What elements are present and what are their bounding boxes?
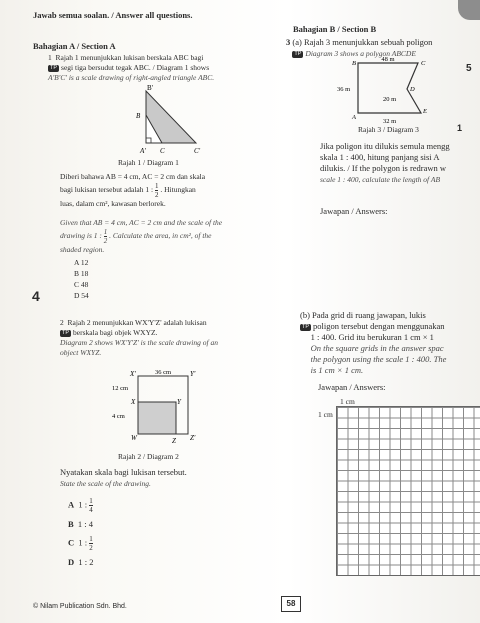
q1-given: Diberi bahawa AB = 4 cm, AC = 2 cm dan skala bagi lukisan tersebut adalah 1 : $\frac{1}{2}$ . Hitungkan luas, dalam cm², kawasan berlorek. — [60, 172, 206, 208]
page-corner-curl — [458, 0, 480, 20]
label-c: C — [160, 147, 165, 155]
q1-option-b[interactable]: B 18 — [74, 269, 89, 278]
q1-stem: 1 Rajah 1 menunjukkan lukisan berskala ABC bagi TP segi tiga bersudut tegak ABC. / Diagram 1 shows A'B'C' is a scale drawing of right-angled triangle ABC. — [48, 53, 215, 82]
publisher-credit: © Nilam Publication Sdn. Bhd. — [33, 603, 127, 610]
tp-badge: TP — [302, 323, 310, 330]
left-page-tab-number: 4 — [32, 288, 40, 304]
q2-diagram — [110, 368, 220, 448]
label-a: A — [352, 114, 356, 121]
tp-badge: TP — [294, 50, 302, 57]
grid-left-unit-label: 1 cm — [318, 410, 333, 419]
q3-top-length: 48 m — [381, 56, 395, 63]
answer-square-grid[interactable] — [336, 406, 480, 576]
q2-top-length: 36 cm — [154, 369, 172, 376]
label-x-prime: X' — [130, 370, 136, 378]
q2-left-bottom-length: 4 cm — [112, 413, 125, 420]
q3b-stem: (b) Pada grid di ruang jawapan, lukis TP poligon tersebut dengan menggunakan 1 : 400. Grid itu berukuran 1 cm × 1 On the square grids in the answer spac the polygon using the scale 1 : 400. The is 1 cm × 1 cm. — [300, 310, 447, 375]
page-instruction: Jawab semua soalan. / Answer all questions. — [33, 10, 193, 20]
label-y-prime: Y' — [190, 370, 196, 378]
q1-option-d[interactable]: D 54 — [74, 291, 89, 300]
q2-option-a-fraction: $\frac{1}{4}$ — [89, 497, 93, 514]
q1-options — [74, 257, 89, 301]
right-margin-number-1: 1 — [457, 123, 463, 133]
tp-badge: TP — [62, 329, 70, 336]
q3-polygon-diagram — [335, 53, 440, 125]
q1-given-english: Given that AB = 4 cm, AC = 2 cm and the scale of the drawing is 1 : $\frac{1}{2}$ . Calculate the area, in cm², of the shaded region. — [60, 218, 223, 254]
q2-options — [68, 497, 188, 573]
q2-option-b[interactable]: B 1 : 4 — [68, 519, 94, 529]
q2-option-a[interactable]: A 1 : $\frac{1}{4}$ — [68, 497, 93, 514]
q2-diagram-caption: Rajah 2 / Diagram 2 — [118, 452, 179, 461]
q3b-answer-label: Jawapan / Answers: — [318, 382, 386, 392]
q2-left-top-length: 12 cm — [112, 385, 129, 392]
label-x: X — [131, 398, 136, 406]
q3a-answer-label: Jawapan / Answers: — [320, 206, 388, 216]
label-w: W — [131, 434, 137, 442]
label-b: B — [352, 60, 356, 67]
label-z-prime: Z' — [190, 434, 196, 442]
q2-small-rect — [138, 402, 176, 434]
label-a-prime: A' — [140, 147, 146, 155]
label-c: C — [421, 60, 426, 67]
label-b: B — [136, 112, 141, 120]
section-b-title: Bahagian B / Section B — [293, 24, 377, 34]
q3a-stem: 3 (a) Rajah 3 menunjukkan sebuah poligon TP Diagram 3 shows a polygon ABCDE — [286, 37, 433, 58]
label-c-prime: C' — [194, 147, 201, 155]
grid-top-unit-label: 1 cm — [340, 397, 355, 406]
section-a-title: Bahagian A / Section A — [33, 41, 116, 51]
label-e: E — [423, 108, 427, 115]
q3-diagram-caption: Rajah 3 / Diagram 3 — [358, 125, 419, 134]
q1-option-a[interactable]: A 12 — [74, 258, 89, 267]
q3-bottom-length: 32 m — [383, 118, 397, 125]
right-margin-number-5: 5 — [466, 63, 472, 74]
label-z: Z — [172, 437, 176, 445]
tp-badge: TP — [50, 64, 58, 71]
label-d: D — [410, 86, 415, 93]
scale-fraction-en: $\frac{1}{2}$ — [103, 228, 108, 245]
q3-left-length: 36 m — [337, 86, 351, 93]
q1-diagram — [100, 85, 210, 161]
scale-fraction: $\frac{1}{2}$ — [154, 182, 159, 199]
q2-option-d[interactable]: D 1 : 2 — [68, 557, 94, 567]
q2-option-c[interactable]: C 1 : $\frac{1}{2}$ — [68, 535, 93, 552]
q1-option-c[interactable]: C 48 — [74, 280, 89, 289]
q2-option-c-fraction: $\frac{1}{2}$ — [89, 535, 93, 552]
q1-diagram-caption: Rajah 1 / Diagram 1 — [118, 158, 179, 167]
q3-mid-length: 20 m — [383, 96, 397, 103]
q2-stem: 2 Rajah 2 menunjukkan WX'Y'Z' adalah lukisan TP berskala bagi objek WXYZ. Diagram 2 shows WX'Y'Z' is the scale drawing of an object WXYZ. — [60, 318, 218, 357]
page-number: 58 — [281, 596, 301, 612]
label-b-prime: B' — [147, 85, 153, 92]
q3a-question: Jika poligon itu dilukis semula mengg skala 1 : 400, hitung panjang sisi A dilukis. / If the polygon is redrawn w scale 1 : 400, calculate the length of AB — [320, 141, 450, 184]
q2-ask: Nyatakan skala bagi lukisan tersebut. State the scale of the drawing. — [60, 467, 187, 488]
label-y: Y — [177, 398, 181, 406]
